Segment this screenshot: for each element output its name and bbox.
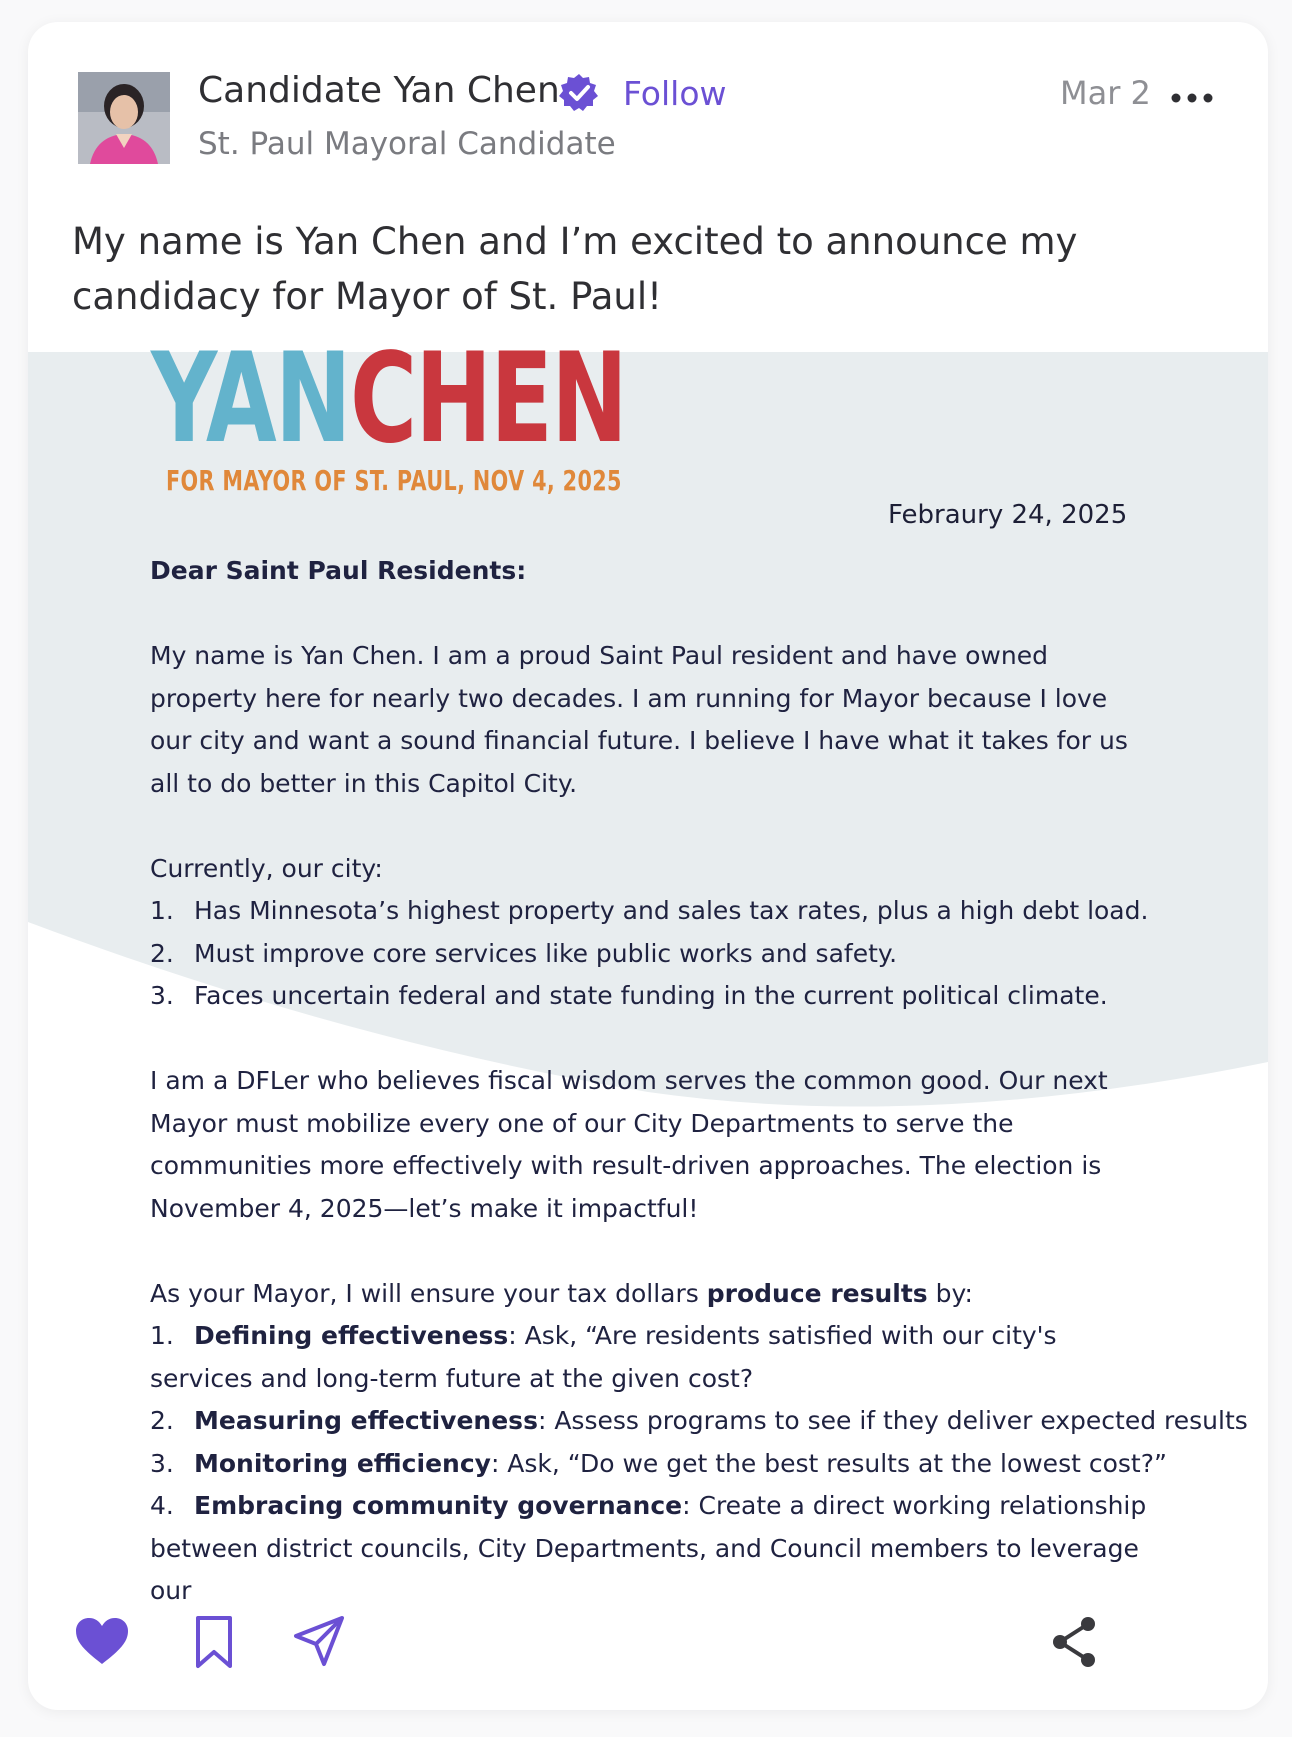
list-item: 4. Embracing community governance: Create a direct working relationship between district councils, City Departments, and Council members to leverage our <box>150 1491 1147 1605</box>
ensure-heading: As your Mayor, I will ensure your tax dollars produce results by: <box>150 1278 973 1308</box>
list-item: 2. Measuring effectiveness: Assess programs to see if they deliver expected results <box>150 1406 1248 1435</box>
letter-salutation: Dear Saint Paul Residents: <box>150 556 527 585</box>
send-icon[interactable] <box>290 1612 350 1672</box>
list-item: 2. Must improve core services like public works and safety. <box>150 938 898 968</box>
avatar[interactable] <box>78 72 170 164</box>
logo-tagline: FOR MAYOR OF ST. PAUL, NOV 4, 2025 <box>166 464 622 497</box>
logo-first-name: YAN <box>151 327 350 471</box>
dfl-paragraph: I am a DFLer who believes fiscal wisdom serves the common good. Our next Mayor must mobilize every one of our City Departments to serve the communities more effectively with result-driven approaches. The election is November 4, 2025—let’s make it impactful! <box>150 1066 1108 1223</box>
verified-badge-icon <box>558 72 600 114</box>
post-card <box>28 22 1268 1710</box>
letter-image[interactable] <box>28 327 1268 1605</box>
share-icon[interactable] <box>1044 1612 1104 1672</box>
list-item: 1. Has Minnesota’s highest property and sales tax rates, plus a high debt load. <box>150 896 1149 925</box>
post-date: Mar 2 <box>1060 74 1151 112</box>
post-actions <box>28 1612 1268 1682</box>
post-text: My name is Yan Chen and I’m excited to announce my candidacy for Mayor of St. Paul! <box>72 220 1078 318</box>
follow-button[interactable]: Follow <box>623 74 727 113</box>
heart-icon[interactable] <box>72 1612 132 1672</box>
letter-intro: My name is Yan Chen. I am a proud Saint Paul resident and have owned property here for nearly two decades. I am running for Mayor because I love our city and want a sound financial future. I believe I have what it takes for us all to do better in this Capitol City. <box>150 641 1128 798</box>
list-item: 3. Faces uncertain federal and state funding in the current political climate. <box>150 981 1108 1010</box>
currently-heading: Currently, our city: <box>150 853 383 883</box>
letter-body <box>150 550 1248 1613</box>
author-subtitle: St. Paul Mayoral Candidate <box>198 126 616 162</box>
author-name[interactable]: Candidate Yan Chen <box>198 70 560 111</box>
list-item: 1. Defining effectiveness: Ask, “Are residents satisfied with our city's services and long-term future at the given cost? <box>150 1321 1057 1393</box>
more-options-icon[interactable] <box>1168 88 1216 108</box>
bookmark-icon[interactable] <box>184 1612 244 1672</box>
campaign-logo <box>151 327 627 471</box>
logo-last-name: CHEN <box>349 327 627 471</box>
letter-date: Febraury 24, 2025 <box>888 500 1128 530</box>
list-item: 3. Monitoring efficiency: Ask, “Do we get the best results at the lowest cost?” <box>150 1448 1167 1478</box>
